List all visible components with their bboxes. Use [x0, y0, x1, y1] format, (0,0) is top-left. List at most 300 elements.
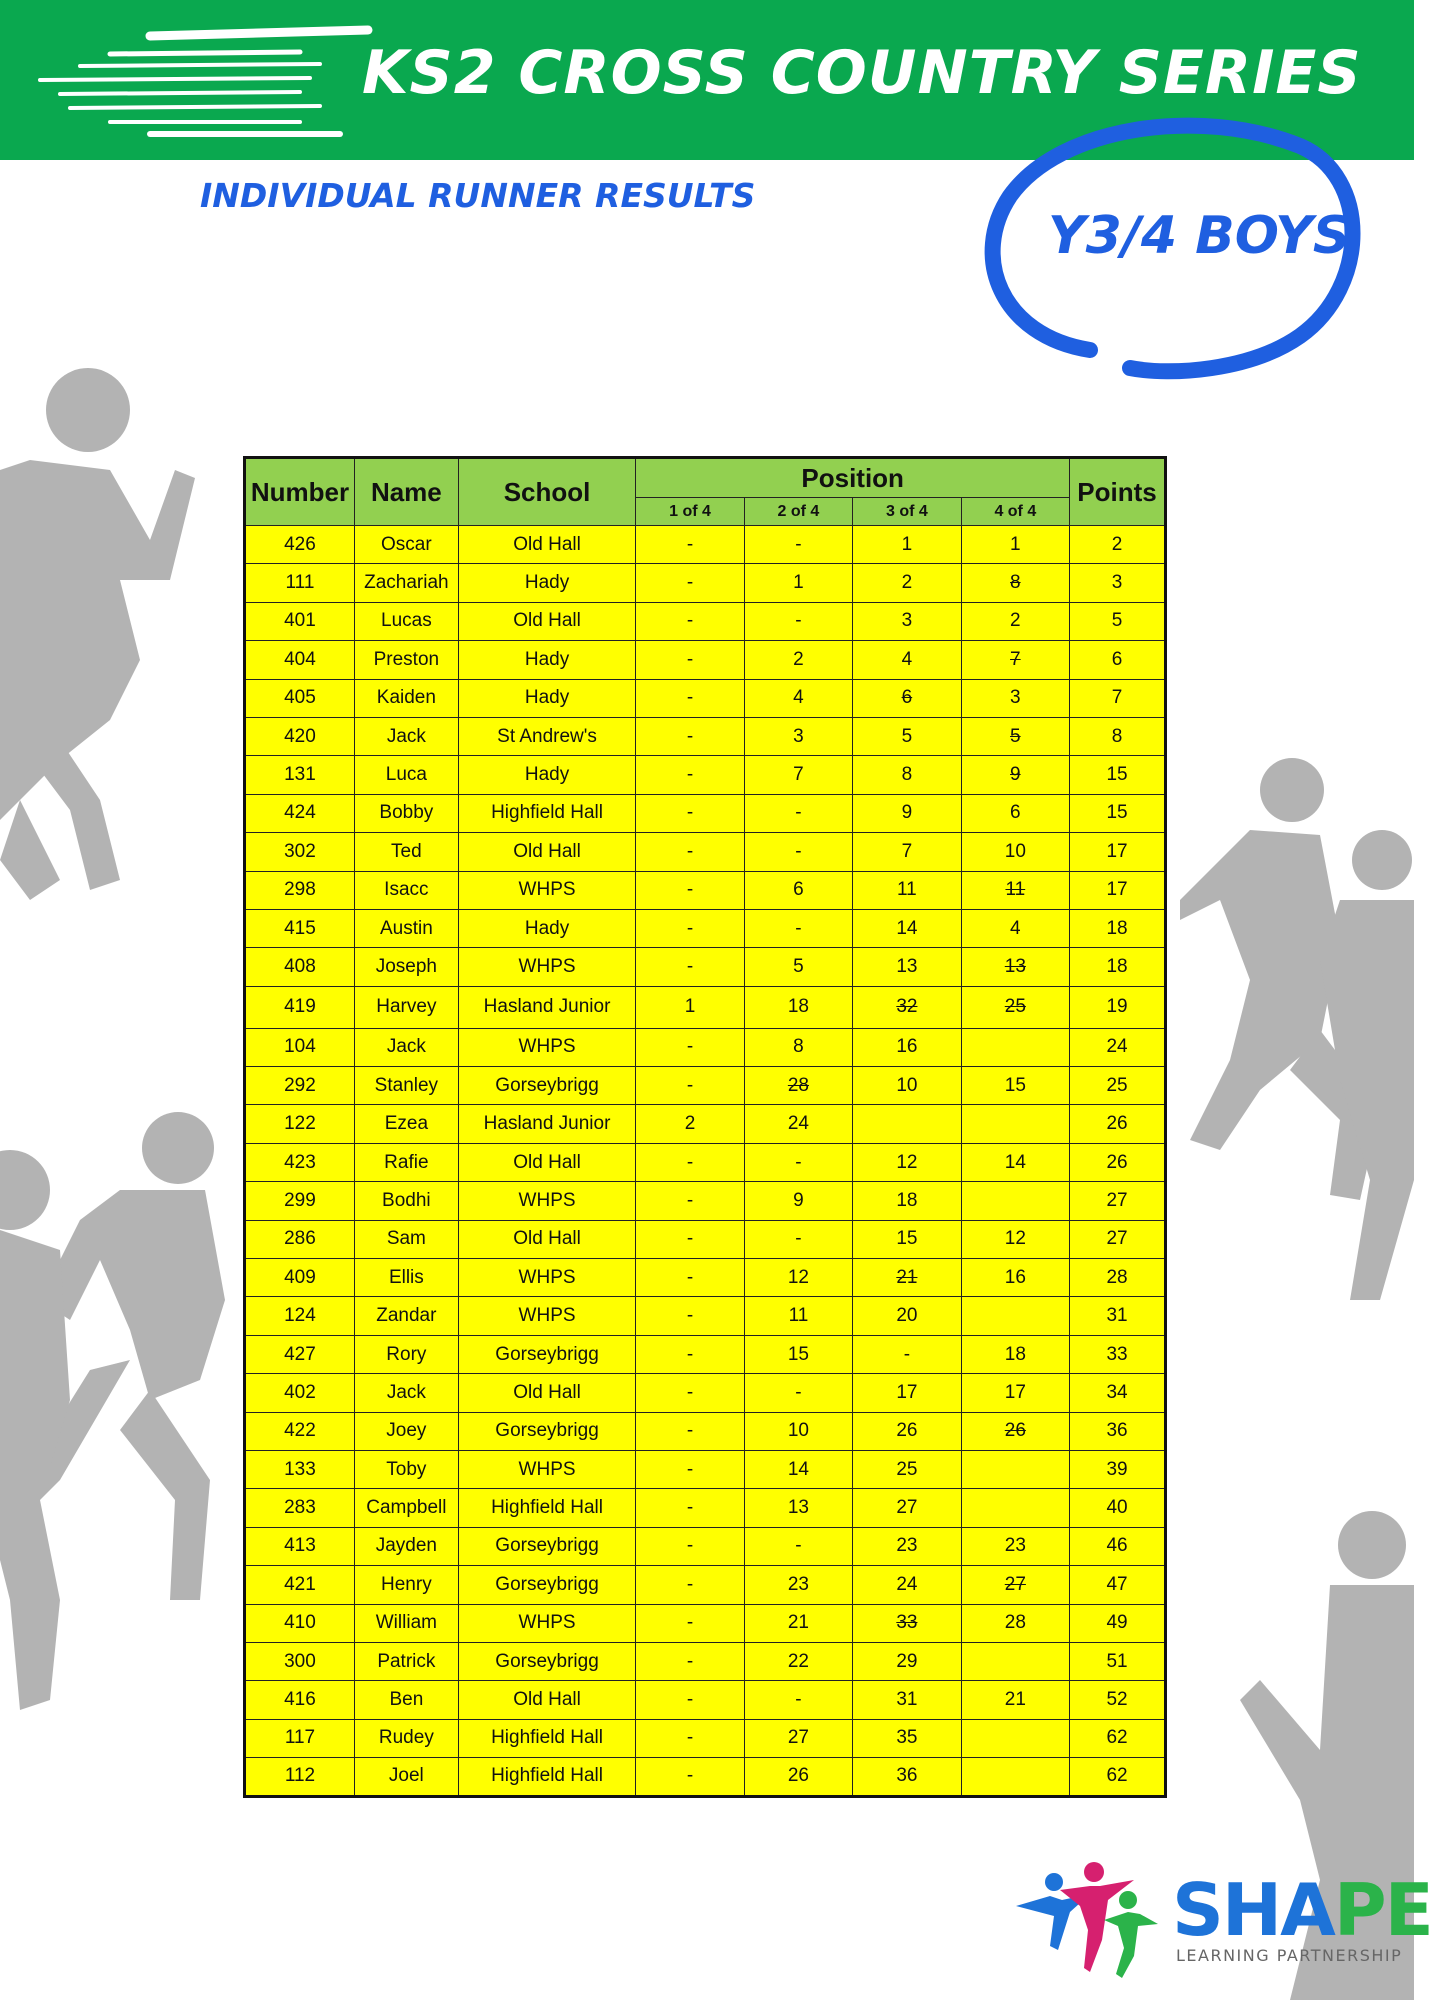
cell-race-2: 27 — [744, 1719, 852, 1757]
cell-race-1: - — [636, 717, 744, 755]
cell-school: Old Hall — [458, 1143, 636, 1181]
cell-number: 424 — [245, 794, 355, 832]
cell-number: 402 — [245, 1374, 355, 1412]
cell-name: Joel — [354, 1758, 458, 1796]
cell-race-3: 16 — [853, 1028, 961, 1066]
cell-race-3: 2 — [853, 564, 961, 602]
cell-race-3: 15 — [853, 1220, 961, 1258]
cell-school: Highfield Hall — [458, 1758, 636, 1796]
cell-race-1: - — [636, 1719, 744, 1757]
cell-number: 286 — [245, 1220, 355, 1258]
cell-name: Jayden — [354, 1527, 458, 1565]
cell-number: 419 — [245, 986, 355, 1028]
cell-race-4: 11 — [961, 871, 1069, 909]
cell-number: 415 — [245, 909, 355, 947]
cell-race-1: - — [636, 526, 744, 564]
cell-race-4 — [961, 1182, 1069, 1220]
cell-school: Old Hall — [458, 1681, 636, 1719]
cell-points: 17 — [1070, 871, 1166, 909]
cell-school: Gorseybrigg — [458, 1335, 636, 1373]
cell-race-3: 21 — [853, 1259, 961, 1297]
cell-race-1: - — [636, 948, 744, 986]
cell-race-3: 18 — [853, 1182, 961, 1220]
table-row — [245, 1028, 1166, 1066]
cell-name: Harvey — [354, 986, 458, 1028]
cell-race-1: - — [636, 1143, 744, 1181]
cell-number: 292 — [245, 1067, 355, 1105]
header-number: Number — [245, 458, 355, 526]
cell-name: Luca — [354, 756, 458, 794]
cell-race-2: 21 — [744, 1604, 852, 1642]
table-row — [245, 1143, 1166, 1181]
cell-race-2: - — [744, 602, 852, 640]
table-row — [245, 871, 1166, 909]
cell-points: 51 — [1070, 1642, 1166, 1680]
cell-race-4: 23 — [961, 1527, 1069, 1565]
table-row — [245, 1489, 1166, 1527]
cell-race-3: 23 — [853, 1527, 961, 1565]
cell-name: Lucas — [354, 602, 458, 640]
cell-points: 26 — [1070, 1143, 1166, 1181]
cell-race-2: 15 — [744, 1335, 852, 1373]
cell-race-2: 1 — [744, 564, 852, 602]
header-race-2: 2 of 4 — [744, 498, 852, 526]
cell-name: Toby — [354, 1450, 458, 1488]
cell-race-4 — [961, 1450, 1069, 1488]
cell-race-3: 1 — [853, 526, 961, 564]
cell-number: 422 — [245, 1412, 355, 1450]
cell-race-3: 9 — [853, 794, 961, 832]
cell-race-3: 29 — [853, 1642, 961, 1680]
cell-race-1: - — [636, 794, 744, 832]
cell-race-3: 10 — [853, 1067, 961, 1105]
logo-name-part2: PE — [1333, 1868, 1432, 1952]
cell-race-4: 27 — [961, 1566, 1069, 1604]
cell-name: Bodhi — [354, 1182, 458, 1220]
table-row — [245, 1412, 1166, 1450]
results-table — [243, 456, 1167, 1798]
cell-name: Ellis — [354, 1259, 458, 1297]
cell-race-3: 4 — [853, 641, 961, 679]
cell-race-1: - — [636, 564, 744, 602]
cell-school: Gorseybrigg — [458, 1566, 636, 1604]
shape-logo-tagline: LEARNING PARTNERSHIP — [1176, 1946, 1403, 1965]
cell-race-2: 2 — [744, 641, 852, 679]
cell-race-1: - — [636, 871, 744, 909]
cell-race-1: - — [636, 679, 744, 717]
cell-race-3: 13 — [853, 948, 961, 986]
cell-school: Hady — [458, 641, 636, 679]
cell-race-3: 14 — [853, 909, 961, 947]
cell-race-1: - — [636, 1067, 744, 1105]
cell-race-3 — [853, 1105, 961, 1143]
table-row — [245, 909, 1166, 947]
cell-name: Ezea — [354, 1105, 458, 1143]
cell-number: 124 — [245, 1297, 355, 1335]
cell-points: 46 — [1070, 1527, 1166, 1565]
cell-school: Hady — [458, 909, 636, 947]
shape-logo-icon — [1010, 1860, 1160, 1980]
table-row — [245, 679, 1166, 717]
cell-number: 404 — [245, 641, 355, 679]
cell-race-1: - — [636, 1335, 744, 1373]
cell-race-2: 18 — [744, 986, 852, 1028]
cell-points: 2 — [1070, 526, 1166, 564]
cell-number: 111 — [245, 564, 355, 602]
cell-school: WHPS — [458, 948, 636, 986]
cell-race-4: 25 — [961, 986, 1069, 1028]
cell-race-4: 1 — [961, 526, 1069, 564]
cell-name: Austin — [354, 909, 458, 947]
cell-race-3: 11 — [853, 871, 961, 909]
cell-race-2: - — [744, 1527, 852, 1565]
cell-race-3: 8 — [853, 756, 961, 794]
cell-points: 17 — [1070, 833, 1166, 871]
cell-number: 117 — [245, 1719, 355, 1757]
cell-race-3: 27 — [853, 1489, 961, 1527]
cell-race-4: 10 — [961, 833, 1069, 871]
table-row — [245, 1566, 1166, 1604]
cell-race-1: 1 — [636, 986, 744, 1028]
cell-race-4: 28 — [961, 1604, 1069, 1642]
cell-race-4: 17 — [961, 1374, 1069, 1412]
cell-race-1: - — [636, 1642, 744, 1680]
cell-name: Isacc — [354, 871, 458, 909]
cell-name: Henry — [354, 1566, 458, 1604]
cell-school: WHPS — [458, 1297, 636, 1335]
cell-points: 33 — [1070, 1335, 1166, 1373]
cell-race-4 — [961, 1028, 1069, 1066]
cell-name: Preston — [354, 641, 458, 679]
page-title: KS2 CROSS COUNTRY SERIES — [362, 38, 1362, 108]
cell-name: Joseph — [354, 948, 458, 986]
cell-school: WHPS — [458, 871, 636, 909]
cell-number: 423 — [245, 1143, 355, 1181]
cell-race-1: - — [636, 1527, 744, 1565]
cell-race-4 — [961, 1489, 1069, 1527]
cell-race-3: 7 — [853, 833, 961, 871]
cell-race-3: 35 — [853, 1719, 961, 1757]
cell-race-4: 8 — [961, 564, 1069, 602]
cell-race-3: 12 — [853, 1143, 961, 1181]
cell-race-1: - — [636, 1182, 744, 1220]
cell-race-2: 9 — [744, 1182, 852, 1220]
cell-number: 401 — [245, 602, 355, 640]
cell-points: 62 — [1070, 1758, 1166, 1796]
cell-points: 3 — [1070, 564, 1166, 602]
cell-race-1: - — [636, 1297, 744, 1335]
cell-name: Sam — [354, 1220, 458, 1258]
cell-points: 18 — [1070, 948, 1166, 986]
cell-race-1: - — [636, 1028, 744, 1066]
cell-race-4: 12 — [961, 1220, 1069, 1258]
table-row — [245, 756, 1166, 794]
table-row — [245, 833, 1166, 871]
cell-name: Kaiden — [354, 679, 458, 717]
cell-number: 299 — [245, 1182, 355, 1220]
cell-race-2: 12 — [744, 1259, 852, 1297]
cell-race-4: 26 — [961, 1412, 1069, 1450]
cell-school: WHPS — [458, 1182, 636, 1220]
results-body — [245, 526, 1166, 1797]
cell-race-2: - — [744, 909, 852, 947]
cell-number: 112 — [245, 1758, 355, 1796]
cell-school: Old Hall — [458, 526, 636, 564]
table-row — [245, 1758, 1166, 1796]
cell-name: Rory — [354, 1335, 458, 1373]
cell-race-3: 25 — [853, 1450, 961, 1488]
cell-school: Gorseybrigg — [458, 1527, 636, 1565]
table-row — [245, 948, 1166, 986]
cell-race-1: - — [636, 833, 744, 871]
cell-school: St Andrew's — [458, 717, 636, 755]
cell-number: 416 — [245, 1681, 355, 1719]
cell-number: 427 — [245, 1335, 355, 1373]
cell-points: 25 — [1070, 1067, 1166, 1105]
cell-race-2: 26 — [744, 1758, 852, 1796]
cell-school: Gorseybrigg — [458, 1642, 636, 1680]
cell-number: 133 — [245, 1450, 355, 1488]
cell-race-2: 13 — [744, 1489, 852, 1527]
cell-race-3: 5 — [853, 717, 961, 755]
cell-points: 47 — [1070, 1566, 1166, 1604]
cell-race-4: 3 — [961, 679, 1069, 717]
cell-race-2: 14 — [744, 1450, 852, 1488]
cell-race-1: - — [636, 1450, 744, 1488]
header-name: Name — [354, 458, 458, 526]
cell-points: 6 — [1070, 641, 1166, 679]
cell-school: Gorseybrigg — [458, 1067, 636, 1105]
header-points: Points — [1070, 458, 1166, 526]
cell-race-2: 10 — [744, 1412, 852, 1450]
cell-school: Old Hall — [458, 1374, 636, 1412]
cell-points: 62 — [1070, 1719, 1166, 1757]
cell-school: Gorseybrigg — [458, 1412, 636, 1450]
table-row — [245, 717, 1166, 755]
cell-race-2: 24 — [744, 1105, 852, 1143]
cell-points: 15 — [1070, 756, 1166, 794]
cell-race-3: - — [853, 1335, 961, 1373]
cell-points: 19 — [1070, 986, 1166, 1028]
cell-points: 26 — [1070, 1105, 1166, 1143]
table-row — [245, 564, 1166, 602]
cell-name: Zachariah — [354, 564, 458, 602]
cell-school: WHPS — [458, 1604, 636, 1642]
cell-race-1: - — [636, 1489, 744, 1527]
cell-school: WHPS — [458, 1028, 636, 1066]
cell-points: 24 — [1070, 1028, 1166, 1066]
cell-race-2: - — [744, 1143, 852, 1181]
cell-school: WHPS — [458, 1450, 636, 1488]
cell-name: Jack — [354, 1028, 458, 1066]
page-subtitle: INDIVIDUAL RUNNER RESULTS — [200, 176, 756, 215]
cell-points: 49 — [1070, 1604, 1166, 1642]
cell-race-3: 36 — [853, 1758, 961, 1796]
cell-race-3: 20 — [853, 1297, 961, 1335]
cell-race-1: - — [636, 1374, 744, 1412]
cell-name: Patrick — [354, 1642, 458, 1680]
cell-points: 28 — [1070, 1259, 1166, 1297]
cell-name: Oscar — [354, 526, 458, 564]
cell-race-4: 4 — [961, 909, 1069, 947]
table-row — [245, 1182, 1166, 1220]
table-row — [245, 526, 1166, 564]
cell-race-2: - — [744, 526, 852, 564]
cell-race-4 — [961, 1719, 1069, 1757]
cell-points: 40 — [1070, 1489, 1166, 1527]
cell-race-4 — [961, 1758, 1069, 1796]
cell-race-2: - — [744, 833, 852, 871]
cell-school: Hady — [458, 564, 636, 602]
table-row — [245, 1105, 1166, 1143]
cell-race-2: 23 — [744, 1566, 852, 1604]
table-row — [245, 1297, 1166, 1335]
cell-race-3: 24 — [853, 1566, 961, 1604]
cell-school: Hady — [458, 756, 636, 794]
cell-number: 405 — [245, 679, 355, 717]
header-position: Position — [636, 458, 1070, 498]
header-race-1: 1 of 4 — [636, 498, 744, 526]
cell-race-4: 13 — [961, 948, 1069, 986]
header-race-3: 3 of 4 — [853, 498, 961, 526]
cell-name: Campbell — [354, 1489, 458, 1527]
cell-race-1: - — [636, 1758, 744, 1796]
table-row — [245, 1719, 1166, 1757]
cell-race-1: - — [636, 1220, 744, 1258]
cell-race-1: 2 — [636, 1105, 744, 1143]
table-row — [245, 1450, 1166, 1488]
cell-race-3: 3 — [853, 602, 961, 640]
table-row — [245, 1220, 1166, 1258]
cell-race-4: 5 — [961, 717, 1069, 755]
cell-race-4: 18 — [961, 1335, 1069, 1373]
cell-race-2: - — [744, 1374, 852, 1412]
table-row — [245, 1259, 1166, 1297]
cell-number: 426 — [245, 526, 355, 564]
cell-points: 27 — [1070, 1182, 1166, 1220]
cell-race-4 — [961, 1105, 1069, 1143]
table-row — [245, 1604, 1166, 1642]
table-row — [245, 1681, 1166, 1719]
cell-race-4: 7 — [961, 641, 1069, 679]
cell-points: 18 — [1070, 909, 1166, 947]
table-row — [245, 602, 1166, 640]
cell-race-2: 7 — [744, 756, 852, 794]
cell-school: WHPS — [458, 1259, 636, 1297]
cell-race-1: - — [636, 756, 744, 794]
cell-race-1: - — [636, 909, 744, 947]
cell-race-2: - — [744, 794, 852, 832]
cell-points: 15 — [1070, 794, 1166, 832]
cell-number: 421 — [245, 1566, 355, 1604]
table-row — [245, 1067, 1166, 1105]
cell-school: Highfield Hall — [458, 794, 636, 832]
cell-race-4: 6 — [961, 794, 1069, 832]
cell-race-1: - — [636, 602, 744, 640]
cell-race-4 — [961, 1642, 1069, 1680]
cell-race-1: - — [636, 1604, 744, 1642]
cell-points: 27 — [1070, 1220, 1166, 1258]
cell-school: Hady — [458, 679, 636, 717]
cell-race-2: 22 — [744, 1642, 852, 1680]
header-race-4: 4 of 4 — [961, 498, 1069, 526]
header-school: School — [458, 458, 636, 526]
cell-number: 298 — [245, 871, 355, 909]
cell-name: William — [354, 1604, 458, 1642]
cell-name: Jack — [354, 717, 458, 755]
cell-race-1: - — [636, 1412, 744, 1450]
cell-school: Old Hall — [458, 833, 636, 871]
cell-number: 420 — [245, 717, 355, 755]
cell-school: Hasland Junior — [458, 1105, 636, 1143]
cell-race-2: 6 — [744, 871, 852, 909]
table-row — [245, 794, 1166, 832]
header-row — [245, 458, 1166, 498]
cell-race-2: 8 — [744, 1028, 852, 1066]
cell-name: Zandar — [354, 1297, 458, 1335]
cell-race-1: - — [636, 641, 744, 679]
cell-number: 408 — [245, 948, 355, 986]
cell-points: 52 — [1070, 1681, 1166, 1719]
cell-race-2: - — [744, 1681, 852, 1719]
cell-race-4: 15 — [961, 1067, 1069, 1105]
table-row — [245, 1374, 1166, 1412]
cell-points: 8 — [1070, 717, 1166, 755]
cell-race-1: - — [636, 1681, 744, 1719]
cell-race-3: 33 — [853, 1604, 961, 1642]
cell-school: Hasland Junior — [458, 986, 636, 1028]
cell-points: 34 — [1070, 1374, 1166, 1412]
cell-number: 131 — [245, 756, 355, 794]
table-row — [245, 1642, 1166, 1680]
cell-race-4: 2 — [961, 602, 1069, 640]
cell-number: 283 — [245, 1489, 355, 1527]
cell-race-3: 6 — [853, 679, 961, 717]
cell-number: 104 — [245, 1028, 355, 1066]
cell-race-2: 5 — [744, 948, 852, 986]
logo-name-part1: SHA — [1172, 1868, 1334, 1952]
cell-race-4: 9 — [961, 756, 1069, 794]
shape-logo-name — [1172, 1868, 1432, 1952]
cell-name: Ted — [354, 833, 458, 871]
cell-name: Bobby — [354, 794, 458, 832]
cell-race-2: 3 — [744, 717, 852, 755]
cell-name: Jack — [354, 1374, 458, 1412]
table-row — [245, 641, 1166, 679]
cell-number: 302 — [245, 833, 355, 871]
cell-school: Highfield Hall — [458, 1489, 636, 1527]
cell-points: 36 — [1070, 1412, 1166, 1450]
cell-number: 300 — [245, 1642, 355, 1680]
cell-points: 7 — [1070, 679, 1166, 717]
table-row — [245, 1335, 1166, 1373]
cell-name: Ben — [354, 1681, 458, 1719]
cell-race-3: 32 — [853, 986, 961, 1028]
cell-number: 413 — [245, 1527, 355, 1565]
cell-race-2: 28 — [744, 1067, 852, 1105]
cell-school: Old Hall — [458, 602, 636, 640]
table-row — [245, 986, 1166, 1028]
category-label: Y3/4 BOYS — [1048, 206, 1351, 266]
cell-race-2: 11 — [744, 1297, 852, 1335]
cell-name: Rafie — [354, 1143, 458, 1181]
cell-race-3: 17 — [853, 1374, 961, 1412]
cell-points: 39 — [1070, 1450, 1166, 1488]
cell-race-4: 16 — [961, 1259, 1069, 1297]
cell-school: Old Hall — [458, 1220, 636, 1258]
cell-race-2: 4 — [744, 679, 852, 717]
cell-name: Rudey — [354, 1719, 458, 1757]
